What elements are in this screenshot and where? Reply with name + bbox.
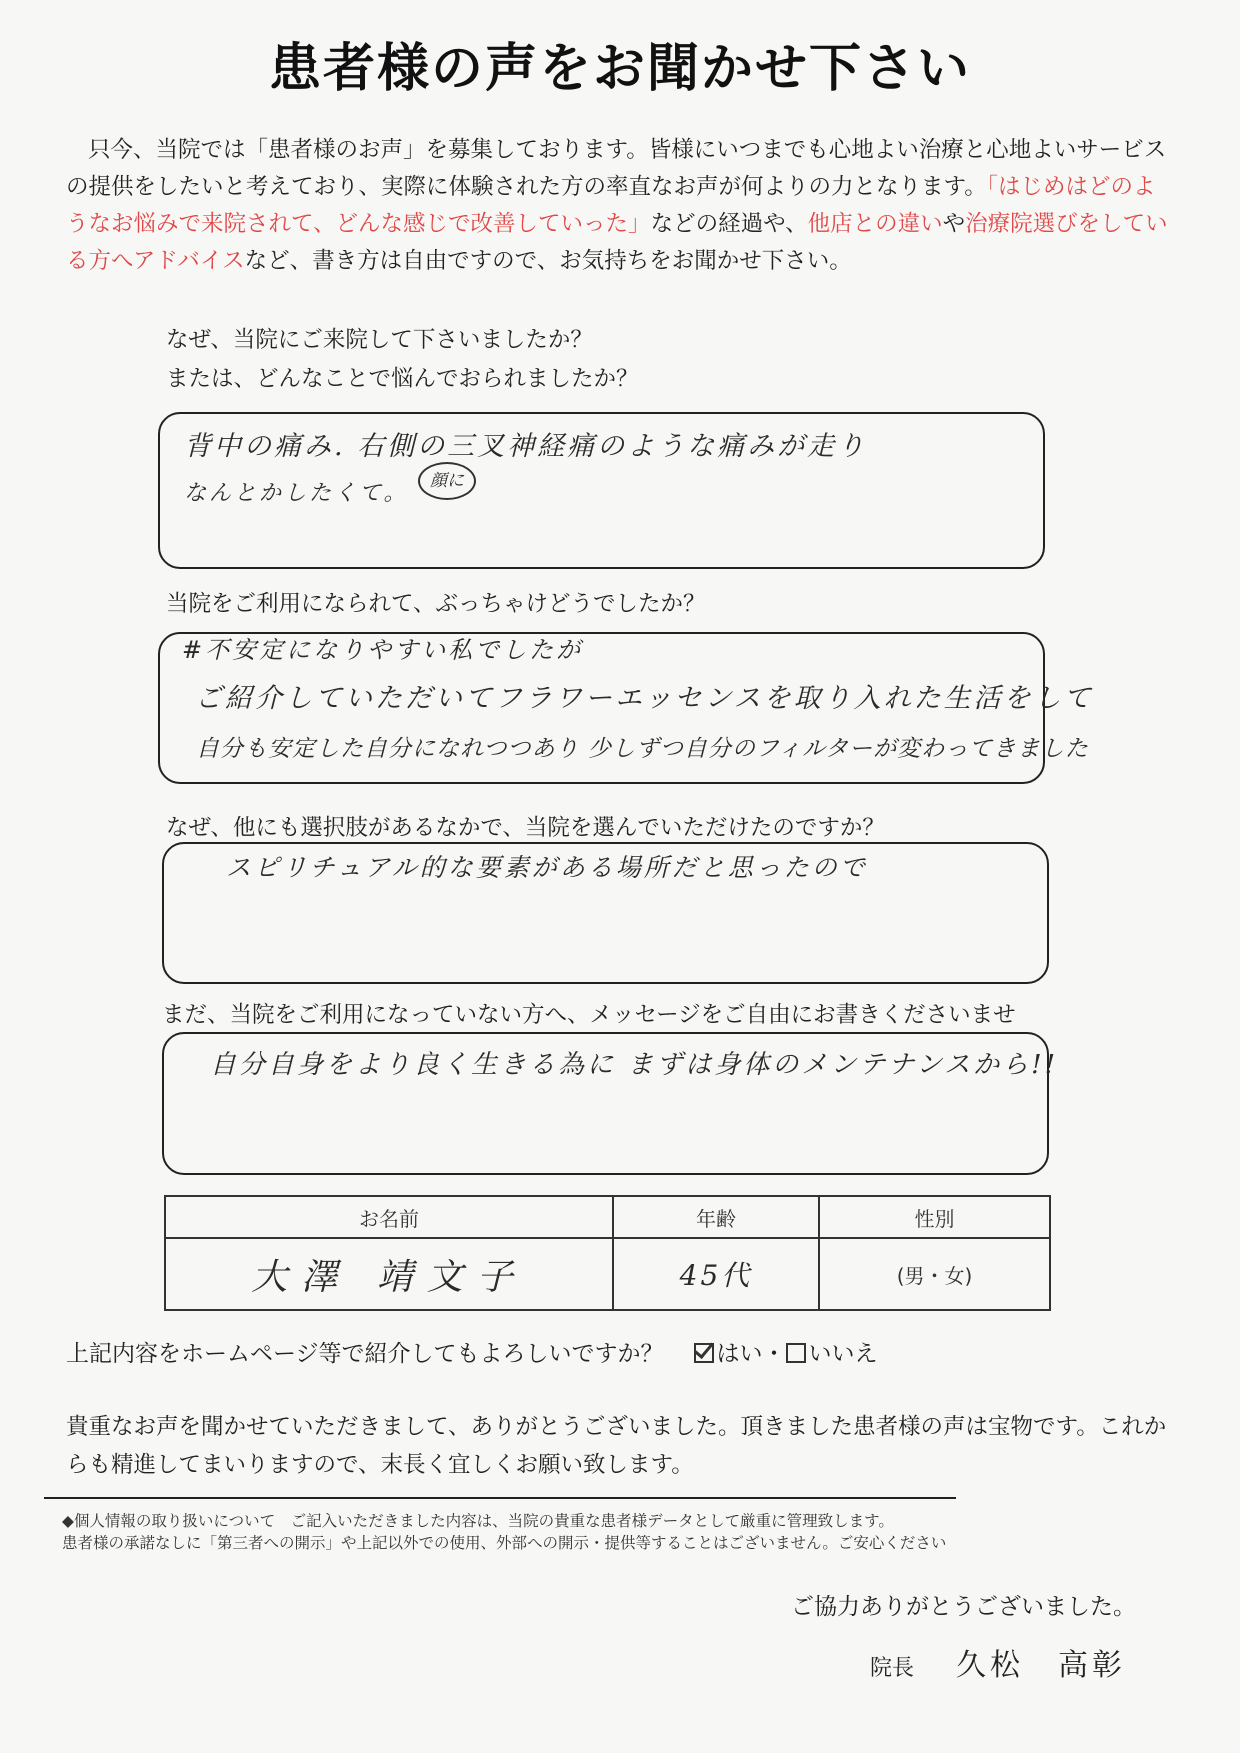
checkbox-empty-icon[interactable]	[786, 1343, 806, 1363]
director-name: 久松 高彰	[956, 1648, 1127, 1683]
name-value: 大澤 靖文子	[251, 1256, 527, 1298]
patient-info-table	[164, 1195, 1051, 1311]
thanks-paragraph: 貴重なお声を聞かせていただきまして、ありがとうございました。頂きました患者様の声は宝物です。これからも精進してまいりますので、末長く宜しくお願い致します。	[66, 1414, 1167, 1478]
privacy-line1: ◆個人情報の取り扱いについて ご記入いただきました内容は、当院の貴重な患者様データとして厳重に管理致します。	[62, 1512, 894, 1530]
q1-answer-note: 顔に	[418, 462, 476, 500]
consent-yes-label: はい	[716, 1341, 763, 1367]
q4-answer-line1: 自分自身をより良く生きる為に まずは身体のメンテナンスから!!	[210, 1050, 1059, 1080]
intro-text-1: 只今、当院では「患者様のお声」を募集しております。皆様にいつまでも心地よい治療と心地よいサービスの提供をしたいと考えており、実際に体験された方の率直なお声が何よりの力となります。	[66, 137, 1167, 200]
intro-highlight-3: 治療院選びをしている方へアドバイス	[66, 211, 1168, 274]
age-value: 45代	[679, 1259, 753, 1292]
name-field[interactable]	[165, 1238, 613, 1310]
consent-row	[66, 1335, 878, 1368]
q1-answer-line1: 背中の痛み. 右側の三叉神経痛のような痛みが走り	[184, 431, 868, 462]
page-title: 患者様の声をお聞かせ下さい	[268, 39, 971, 99]
q4-question: まだ、当院をご利用になっていない方へ、メッセージをご自由にお書きくださいませ	[162, 1002, 1016, 1028]
consent-no-label: いいえ	[808, 1341, 878, 1367]
consent-yes-option[interactable]	[694, 1341, 763, 1367]
director-signature	[870, 1640, 1126, 1684]
q2-answer-line3: 自分も安定した自分になれつつあり 少しずつ自分のフィルターが変わってきました	[196, 736, 1089, 762]
checkbox-checked-icon[interactable]	[694, 1343, 714, 1363]
closing-text: ご協力ありがとうございました。	[791, 1594, 1136, 1620]
age-label: 年齢	[613, 1196, 819, 1238]
intro-text-4: など、書き方は自由ですので、お気持ちをお聞かせ下さい。	[244, 248, 852, 274]
consent-separator: ・	[762, 1341, 786, 1367]
consent-no-option[interactable]	[786, 1341, 878, 1367]
age-field[interactable]	[613, 1238, 819, 1310]
privacy-line2: 患者様の承諾なしに「第三者への開示」や上記以外での使用、外部への開示・提供等することはございません。ご安心ください	[62, 1534, 947, 1552]
director-role: 院長	[870, 1656, 915, 1681]
q3-answer-line1: スピリチュアル的な要素がある場所だと思ったので	[226, 853, 868, 882]
name-label: お名前	[165, 1196, 613, 1238]
intro-paragraph	[66, 132, 1176, 280]
q1-question-line1: なぜ、当院にご来院して下さいましたか？	[166, 327, 593, 353]
gender-label: 性別	[819, 1196, 1050, 1238]
intro-text-2: などの経過や、	[650, 211, 808, 237]
q1-question-line2: または、どんなことで悩んでおられましたか？	[166, 366, 639, 392]
gender-field[interactable]	[819, 1238, 1050, 1310]
q2-answer-line2: ご紹介していただいてフラワーエッセンスを取り入れた生活をして	[195, 683, 1094, 714]
q2-answer-line1: #不安定になりやすい私でしたが	[182, 636, 584, 664]
intro-highlight-1: 「はじめはどのようなお悩みで来院されて、どんな感じで改善していった」	[66, 174, 1156, 237]
q2-question: 当院をご利用になられて、ぶっちゃけどうでしたか？	[166, 591, 706, 617]
consent-question: 上記内容をホームページ等で紹介してもよろしいですか？	[66, 1341, 664, 1367]
q1-answer-line2: なんとかしたくて。	[184, 481, 409, 506]
privacy-notice	[62, 1510, 1162, 1554]
q3-question: なぜ、他にも選択肢があるなかで、当院を選んでいただけたのですか？	[166, 815, 885, 841]
gender-value: (男・女)	[896, 1263, 973, 1288]
divider	[44, 1497, 956, 1499]
intro-highlight-2: 他店との違い	[807, 211, 943, 237]
intro-text-3: や	[942, 211, 966, 237]
